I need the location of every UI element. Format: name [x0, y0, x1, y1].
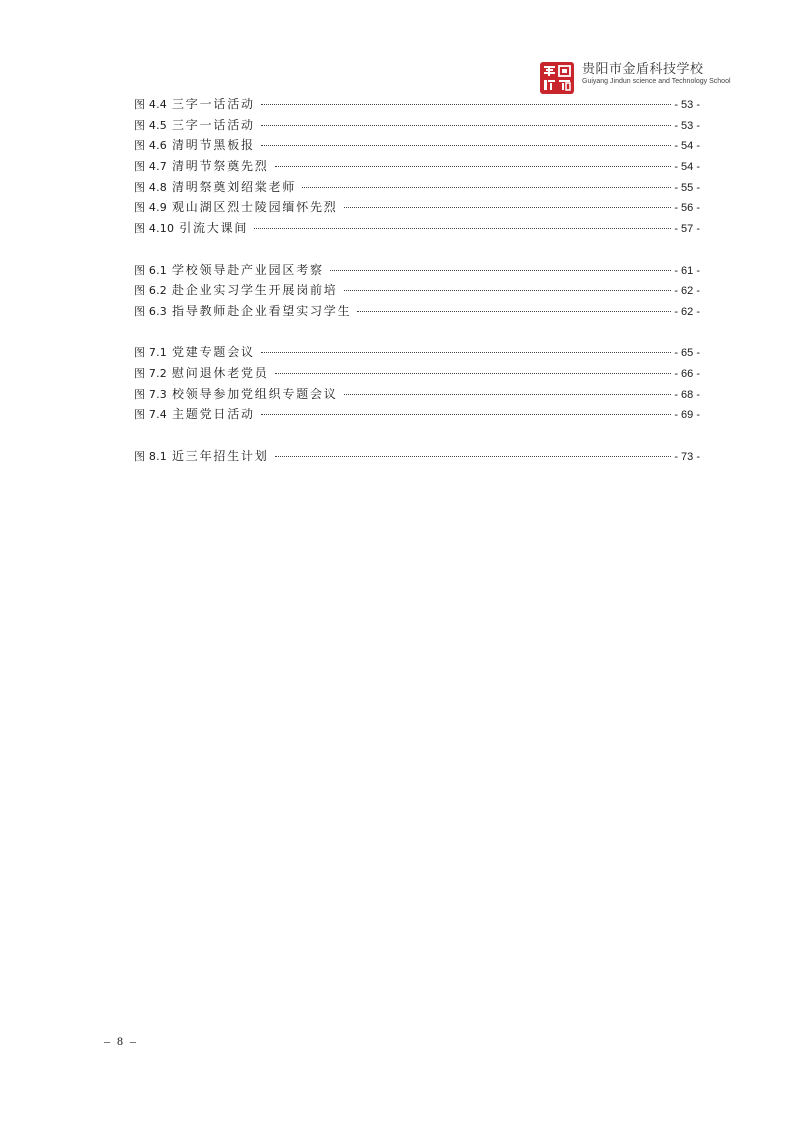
- toc-page-number: - 54 -: [674, 140, 700, 153]
- toc-entry-label: [134, 135, 258, 157]
- figure-title: 主题党日活动: [172, 407, 255, 422]
- dot-leader: [344, 207, 672, 208]
- toc-group: [134, 446, 700, 467]
- toc-entry[interactable]: [134, 446, 700, 467]
- toc-page-number: - 69 -: [674, 409, 700, 422]
- dot-leader: [261, 145, 672, 146]
- figure-title: 学校领导赴产业园区考察: [172, 262, 324, 277]
- figure-number: 图 7.2: [134, 366, 167, 380]
- toc-page-number: - 61 -: [674, 264, 700, 277]
- toc-entry-label: [134, 384, 341, 406]
- toc-entry[interactable]: [134, 156, 700, 177]
- school-name-en: Guiyang Jindun science and Technology School: [582, 78, 731, 85]
- toc-entry-label: [134, 94, 258, 116]
- toc-page-number: - 65 -: [674, 347, 700, 360]
- figure-number: 图 4.9: [134, 201, 167, 215]
- toc-page-number: - 57 -: [674, 223, 700, 236]
- figure-number: 图 4.7: [134, 160, 167, 174]
- dot-leader: [261, 104, 672, 105]
- figure-number: 图 4.4: [134, 98, 167, 111]
- toc-entry-label: [134, 115, 258, 137]
- figure-number: 图 6.3: [134, 304, 167, 318]
- toc-entry[interactable]: [134, 177, 700, 198]
- toc-page-number: - 73 -: [674, 450, 700, 463]
- page-number: – 8 –: [104, 1034, 138, 1048]
- toc-entry[interactable]: [134, 384, 700, 405]
- toc-entry-label: [134, 197, 341, 219]
- figure-number: 图 6.1: [134, 263, 167, 277]
- figure-index: [134, 94, 700, 487]
- figure-title: 清明节黑板报: [172, 138, 255, 153]
- dot-leader: [344, 290, 672, 291]
- figure-number: 图 6.2: [134, 284, 167, 298]
- dot-leader: [261, 414, 672, 415]
- figure-number: 图 4.10: [134, 222, 175, 236]
- figure-number: 图 7.1: [134, 346, 167, 360]
- figure-title: 三字一话活动: [172, 117, 255, 132]
- toc-entry-label: [134, 218, 251, 240]
- figure-title: 党建专题会议: [172, 345, 255, 360]
- toc-page-number: - 62 -: [674, 305, 700, 318]
- toc-entry[interactable]: [134, 280, 700, 301]
- toc-page-number: - 54 -: [674, 161, 700, 174]
- figure-number: 图 4.6: [134, 139, 167, 153]
- figure-title: 观山湖区烈士陵园缅怀先烈: [172, 200, 338, 215]
- toc-entry-label: [134, 446, 272, 468]
- dot-leader: [344, 394, 672, 395]
- figure-title: 指导教师赴企业看望实习学生: [172, 303, 352, 318]
- toc-entry[interactable]: [134, 115, 700, 136]
- page-header: [540, 58, 731, 94]
- figure-number: 图 7.3: [134, 387, 167, 401]
- figure-title: 赴企业实习学生开展岗前培: [172, 283, 338, 298]
- figure-number: 图 4.8: [134, 180, 167, 194]
- toc-page-number: - 55 -: [674, 181, 700, 194]
- dot-leader: [330, 270, 672, 271]
- toc-group: [134, 342, 700, 425]
- toc-group: [134, 260, 700, 322]
- figure-title: 引流大课间: [179, 221, 249, 236]
- toc-entry[interactable]: [134, 94, 700, 115]
- toc-page-number: - 66 -: [674, 367, 700, 380]
- dot-leader: [357, 311, 671, 312]
- dot-leader: [261, 125, 672, 126]
- toc-page-number: - 68 -: [674, 388, 700, 401]
- figure-number: 图 4.5: [134, 118, 167, 132]
- toc-entry[interactable]: [134, 301, 700, 322]
- toc-group: [134, 94, 700, 239]
- dot-leader: [302, 187, 671, 188]
- toc-entry[interactable]: [134, 135, 700, 156]
- toc-entry[interactable]: [134, 363, 700, 384]
- toc-entry[interactable]: [134, 260, 700, 281]
- toc-entry[interactable]: [134, 218, 700, 239]
- toc-entry-label: [134, 260, 327, 282]
- toc-entry-label: [134, 280, 341, 302]
- dot-leader: [275, 456, 672, 457]
- toc-page-number: - 53 -: [674, 119, 700, 132]
- toc-entry[interactable]: [134, 342, 700, 363]
- toc-page-number: - 62 -: [674, 285, 700, 298]
- toc-page-number: - 53 -: [674, 99, 700, 111]
- toc-entry-label: [134, 156, 272, 178]
- school-name-cn: 贵阳市金盾科技学校: [582, 62, 704, 77]
- figure-number: 图 8.1: [134, 449, 167, 463]
- school-seal-icon: [540, 62, 574, 94]
- toc-entry-label: [134, 301, 354, 323]
- dot-leader: [275, 373, 672, 374]
- toc-entry-label: [134, 363, 272, 385]
- figure-title: 校领导参加党组织专题会议: [172, 386, 338, 401]
- figure-title: 三字一话活动: [172, 97, 255, 111]
- figure-title: 清明节祭奠先烈: [172, 159, 269, 174]
- toc-entry[interactable]: [134, 197, 700, 218]
- figure-title: 清明祭奠刘绍棠老师: [172, 179, 297, 194]
- toc-entry-label: [134, 342, 258, 364]
- toc-entry-label: [134, 177, 299, 199]
- toc-entry-label: [134, 404, 258, 426]
- dot-leader: [254, 228, 671, 229]
- figure-title: 近三年招生计划: [172, 448, 269, 463]
- dot-leader: [275, 166, 672, 167]
- toc-page-number: - 56 -: [674, 202, 700, 215]
- toc-entry[interactable]: [134, 404, 700, 425]
- figure-title: 慰问退休老党员: [172, 365, 269, 380]
- dot-leader: [261, 352, 672, 353]
- figure-number: 图 7.4: [134, 408, 167, 422]
